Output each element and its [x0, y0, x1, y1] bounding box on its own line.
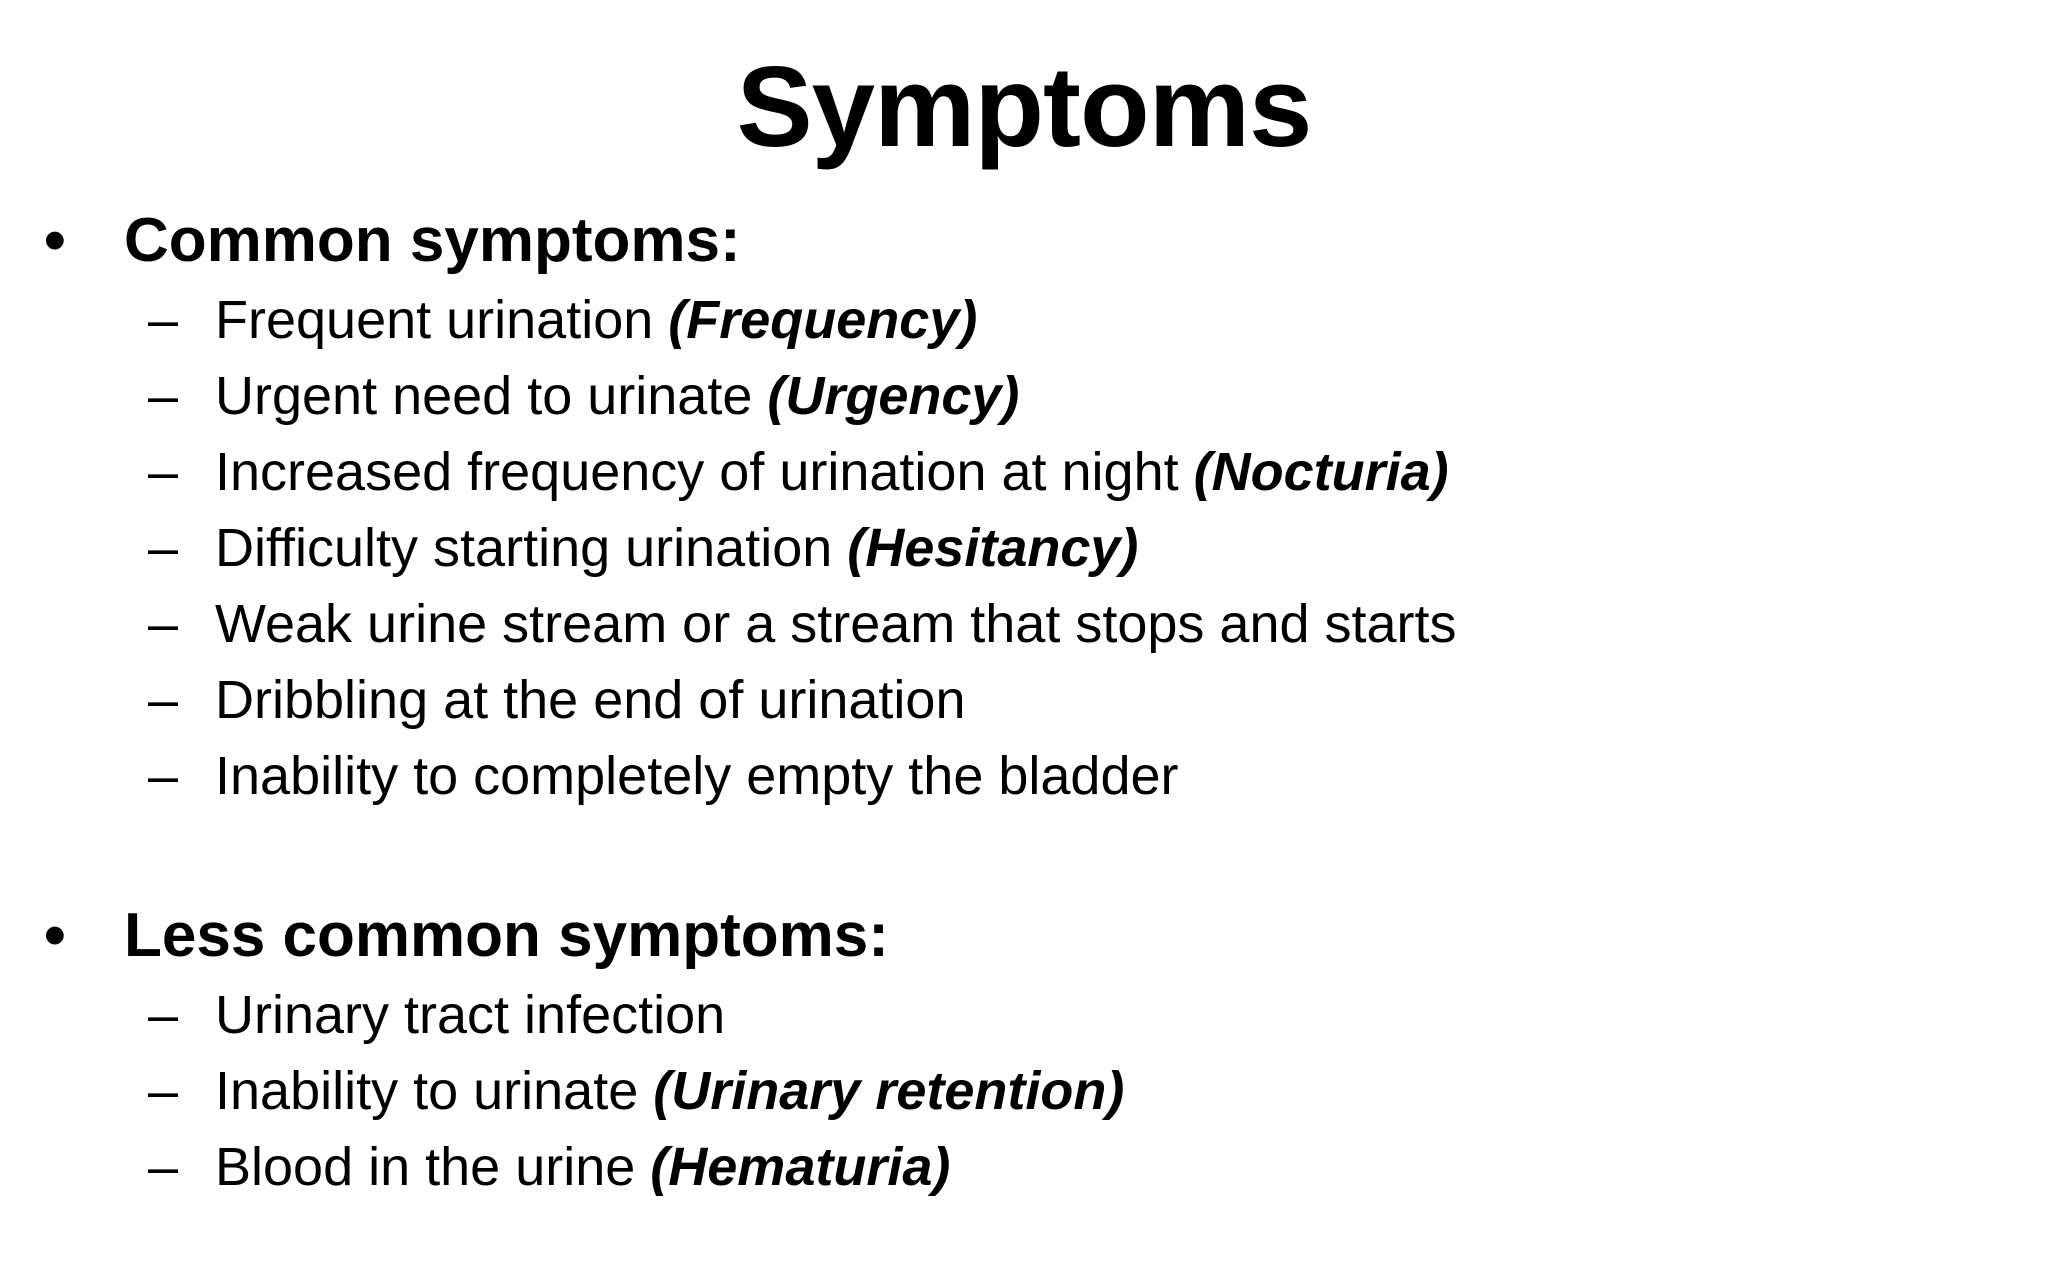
list-item	[0, 738, 2048, 814]
dash-icon: –	[148, 442, 179, 502]
less-common-symptoms-heading: Less common symptoms:	[124, 901, 889, 970]
medical-term: (Urgency)	[767, 366, 1020, 426]
common-symptoms-heading: Common symptoms:	[124, 206, 741, 275]
dash-icon: –	[148, 985, 179, 1045]
medical-term: (Hesitancy)	[847, 518, 1139, 578]
list-item	[0, 586, 2048, 662]
medical-term: (Urinary retention)	[653, 1061, 1125, 1121]
bullet-icon: •	[44, 901, 66, 970]
common-symptoms-heading-row	[0, 200, 2048, 282]
less-common-symptoms-section	[0, 895, 2048, 1205]
list-item	[0, 1129, 2048, 1205]
dash-icon: –	[148, 366, 179, 426]
medical-term: (Frequency)	[668, 290, 978, 350]
list-item-text	[215, 586, 1457, 662]
symptom-description: Blood in the urine	[215, 1137, 651, 1197]
less-common-symptoms-list	[0, 977, 2048, 1205]
list-item-text	[215, 1053, 1124, 1129]
list-item-text	[215, 662, 966, 738]
list-item	[0, 662, 2048, 738]
symptom-description: Frequent urination	[215, 290, 669, 350]
symptom-description: Dribbling at the end of urination	[215, 670, 966, 730]
dash-icon: –	[148, 1137, 179, 1197]
list-item	[0, 282, 2048, 358]
list-item-text	[215, 434, 1449, 510]
dash-icon: –	[148, 290, 179, 350]
dash-icon: –	[148, 518, 179, 578]
common-symptoms-list	[0, 282, 2048, 814]
less-common-symptoms-heading-row	[0, 895, 2048, 977]
list-item	[0, 1053, 2048, 1129]
list-item-text	[215, 738, 1179, 814]
list-item	[0, 977, 2048, 1053]
list-item-text	[215, 282, 977, 358]
list-item-text	[215, 1129, 950, 1205]
symptom-description: Difficulty starting urination	[215, 518, 848, 578]
symptom-description: Weak urine stream or a stream that stops and starts	[215, 594, 1457, 654]
list-item-text	[215, 510, 1138, 586]
symptom-description: Inability to completely empty the bladder	[215, 746, 1179, 806]
list-item	[0, 510, 2048, 586]
dash-icon: –	[148, 670, 179, 730]
list-item-text	[215, 977, 725, 1053]
list-item-text	[215, 358, 1019, 434]
dash-icon: –	[148, 594, 179, 654]
medical-term: (Nocturia)	[1193, 442, 1449, 502]
slide-title: Symptoms	[736, 44, 1312, 171]
common-symptoms-section	[0, 200, 2048, 814]
symptom-description: Increased frequency of urination at night	[215, 442, 1194, 502]
bullet-icon: •	[44, 206, 66, 275]
list-item	[0, 434, 2048, 510]
symptom-description: Urgent need to urinate	[215, 366, 768, 426]
dash-icon: –	[148, 1061, 179, 1121]
dash-icon: –	[148, 746, 179, 806]
symptom-description: Urinary tract infection	[215, 985, 726, 1045]
symptom-description: Inability to urinate	[215, 1061, 654, 1121]
medical-term: (Hematuria)	[650, 1137, 951, 1197]
list-item	[0, 358, 2048, 434]
